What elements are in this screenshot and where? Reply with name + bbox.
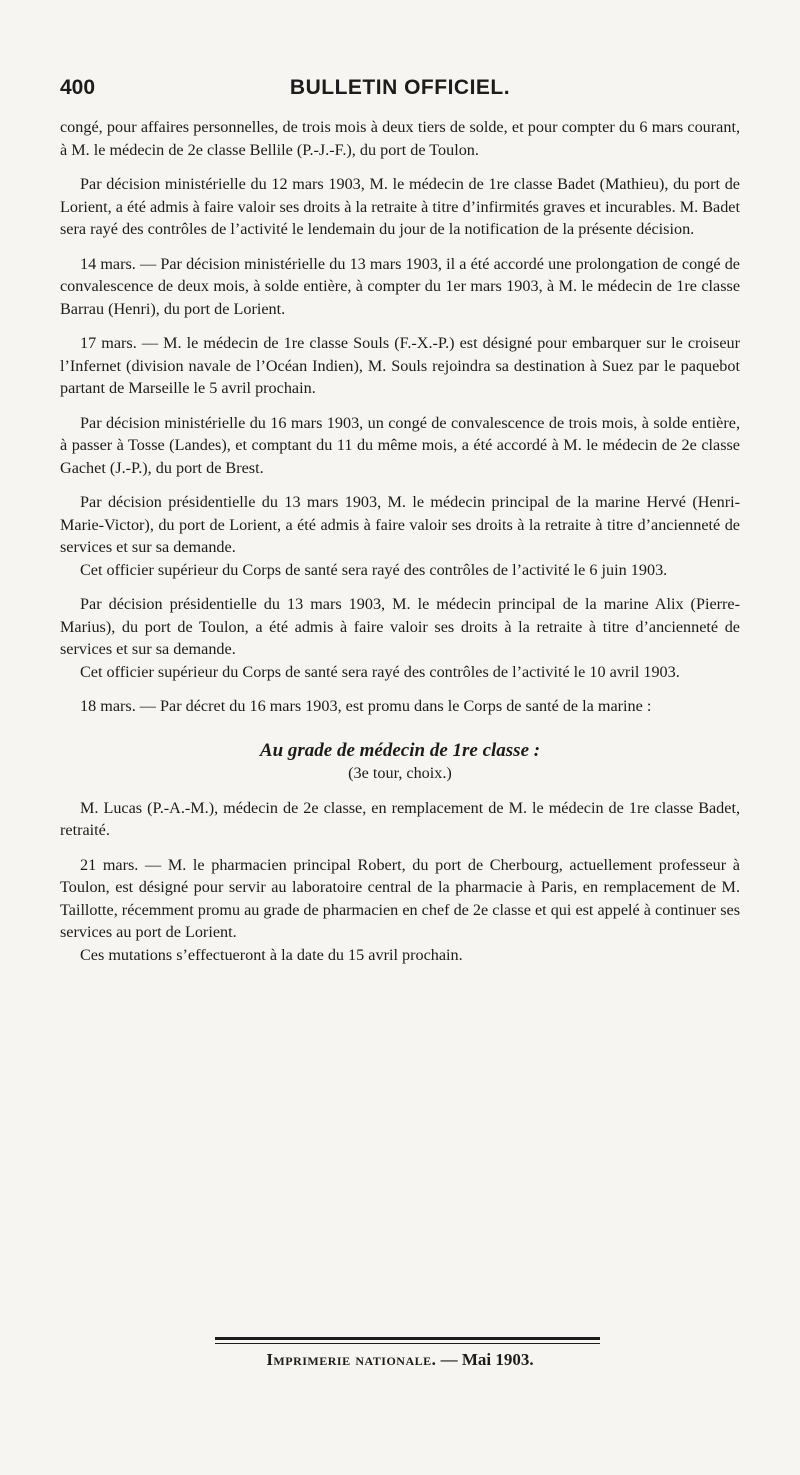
paragraph-8: Par décision présidentielle du 13 mars 1903, M. le médecin principal de la marine Alix (Pierre-Marius), du port de Toulon, a été admis à faire valoir ses droits à la retraite à titre d’ancienneté de services et sur sa demande. [60, 595, 740, 658]
document-page [60, 76, 740, 966]
paragraph-2: Par décision ministérielle du 12 mars 1903, M. le médecin de 1re classe Badet (Mathieu), du port de Lorient, a été admis à faire valoir ses droits à la retraite à titre d’infirmités graves et incurables. M. Badet sera rayé des contrôles de l’activité le lendemain du jour de la notification de la présente décision. [60, 175, 740, 238]
paragraph-10: 18 mars. — Par décret du 16 mars 1903, est promu dans le Corps de santé de la marine : [80, 697, 652, 715]
imprint-date: — Mai 1903. [440, 1350, 534, 1369]
paragraph-11: M. Lucas (P.-A.-M.), médecin de 2e classe, en remplacement de M. le médecin de 1re classe Badet, retraité. [60, 798, 740, 839]
paragraph-3: 14 mars. — Par décision ministérielle du 13 mars 1903, il a été accordé une prolongation de congé de convalescence de deux mois, à solde entière, à compter du 1er mars 1903, à M. le médecin de 1re classe Barrau (Henri), du port de Lorient. [60, 254, 740, 318]
paragraph-4: 17 mars. — M. le médecin de 1re classe Souls (F.-X.-P.) est désigné pour embarquer sur le croiseur l’Infernet (division navale de l’Océan Indien), M. Souls rejoindra sa destination à Suez par le paquebot partant de Marseille le 5 avril prochain. [60, 334, 740, 397]
running-head: BULLETIN OFFICIEL. [289, 76, 511, 99]
paragraph-13: Ces mutations s’effectueront à la date du 15 avril prochain. [80, 945, 463, 964]
printer-name: Imprimerie nationale. [266, 1350, 437, 1369]
footer-rule [215, 1337, 600, 1344]
grade-title: Au grade de médecin de 1re classe : [259, 739, 541, 761]
paragraph-6: Par décision présidentielle du 13 mars 1903, M. le médecin principal de la marine Hervé (Henri-Marie-Victor), du port de Lorient, a été admis à faire valoir ses droits à la retraite à titre d’ancienneté de services et sur sa demande. [60, 493, 740, 556]
footer-rule-thick [215, 1337, 600, 1340]
paragraph-12: 21 mars. — M. le pharmacien principal Robert, du port de Cherbourg, actuellement professeur à Toulon, est désigné pour servir au laboratoire central de la pharmacie à Paris, en remplacement de M. Taillotte, récemment promu au grade de pharmacien en chef de 2e classe et qui est appelé à continuer ses services au port de Lorient. [60, 855, 740, 941]
paragraph-1: congé, pour affaires personnelles, de trois mois à deux tiers de solde, et pour compter du 6 mars courant, à M. le médecin de 2e classe Bellile (P.-J.-F.), du port de Toulon. [60, 118, 740, 159]
paragraph-7: Cet officier supérieur du Corps de santé sera rayé des contrôles de l’activité le 6 juin 1903. [80, 560, 668, 579]
printer-imprint [0, 1350, 800, 1370]
document-body [60, 116, 740, 966]
paragraph-5: Par décision ministérielle du 16 mars 1903, un congé de convalescence de trois mois, à solde entière, à passer à Tosse (Landes), et comptant du 11 du même mois, a été accordé à M. le médecin de 2e classe Gachet (J.-P.), du port de Brest. [60, 413, 740, 477]
page-header [60, 76, 740, 110]
page-number: 400 [60, 76, 96, 99]
paragraph-9: Cet officier supérieur du Corps de santé sera rayé des contrôles de l’activité le 10 avril 1903. [80, 662, 680, 681]
footer-rule-thin [215, 1343, 600, 1344]
grade-subtitle: (3e tour, choix.) [348, 764, 452, 782]
